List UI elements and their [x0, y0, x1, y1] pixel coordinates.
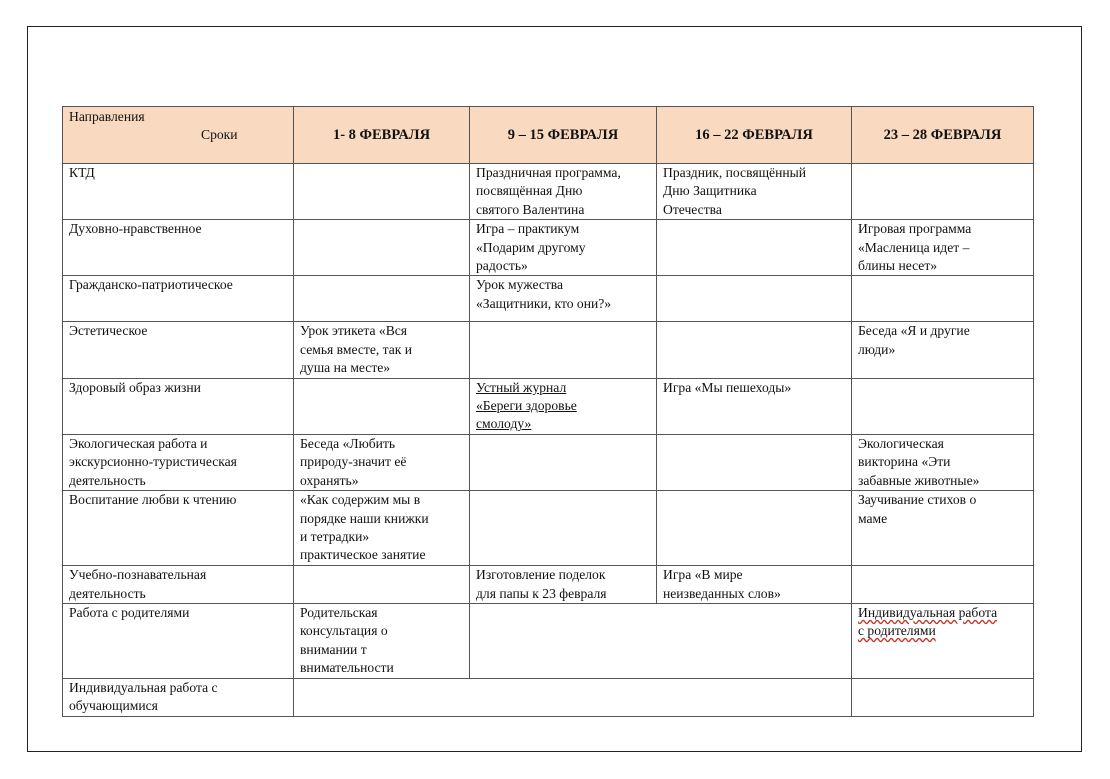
direction-label: Воспитание любви к чтению	[69, 492, 237, 508]
activity-text: Игра «В мире неизведанных слов»	[663, 567, 781, 601]
activity-cell	[657, 322, 852, 378]
table-row	[63, 566, 1034, 604]
activity-cell	[852, 678, 1034, 716]
direction-cell	[63, 566, 294, 604]
activity-cell-merged	[294, 678, 852, 716]
activity-cell	[852, 434, 1034, 490]
activity-cell	[852, 603, 1034, 678]
direction-label: Учебно-познавательная деятельность	[69, 567, 207, 601]
activity-cell	[852, 491, 1034, 566]
activity-text: Родительская консультация о внимании т внимательности	[300, 604, 394, 676]
plan-table	[62, 106, 1034, 717]
activity-cell	[852, 220, 1034, 276]
activity-cell	[470, 378, 657, 434]
activity-text: Игровая программа «Масленица идет – блины несет»	[858, 221, 972, 274]
activity-text: Устный журнал «Береги здоровье смолоду»	[476, 379, 577, 432]
table-row	[63, 678, 1034, 716]
table-row	[63, 603, 1034, 678]
activity-text: Беседа «Любить природу-значит её охранять»	[300, 435, 407, 488]
direction-cell	[63, 220, 294, 276]
activity-cell	[294, 220, 470, 276]
direction-label: Духовно-нравственное	[69, 221, 202, 237]
direction-label: Экологическая работа и экскурсионно-туристическая деятельность	[69, 435, 237, 488]
activity-text: Игра «Мы пешеходы»	[663, 379, 792, 395]
activity-cell	[470, 434, 657, 490]
activity-cell	[294, 566, 470, 604]
direction-cell	[63, 434, 294, 490]
activity-cell	[657, 164, 852, 220]
direction-cell	[63, 678, 294, 716]
corner-dates-label: Сроки	[201, 127, 238, 142]
table-row	[63, 378, 1034, 434]
activity-text: Экологическая викторина «Эти забавные животные»	[858, 435, 980, 488]
activity-text: Беседа «Я и другие люди»	[858, 323, 970, 357]
week-header: 23 – 28 ФЕВРАЛЯ	[852, 107, 1034, 164]
activity-cell	[294, 276, 470, 322]
direction-cell	[63, 603, 294, 678]
activity-cell-merged	[470, 603, 852, 678]
activity-cell	[294, 434, 470, 490]
activity-cell	[852, 276, 1034, 322]
activity-cell	[852, 566, 1034, 604]
header-row	[63, 107, 1034, 164]
week-header: 9 – 15 ФЕВРАЛЯ	[470, 107, 657, 164]
activity-cell	[657, 276, 852, 322]
activity-cell	[294, 603, 470, 678]
header-corner-cell	[63, 107, 294, 164]
direction-cell	[63, 322, 294, 378]
activity-cell	[470, 491, 657, 566]
activity-text: Изготовление поделок для папы к 23 февраля	[476, 567, 607, 601]
table-row	[63, 276, 1034, 322]
direction-label: Эстетическое	[69, 323, 148, 339]
activity-text: Праздник, посвящённый Дню Защитника Отечества	[663, 165, 807, 217]
activity-cell	[294, 322, 470, 378]
activity-text: Заучивание стихов о маме	[858, 492, 977, 526]
activity-cell	[470, 276, 657, 322]
direction-label: КТД	[69, 165, 95, 180]
activity-text: Праздничная программа, посвящённая Дню святого Валентина	[476, 165, 621, 217]
table-row	[63, 491, 1034, 566]
activity-text: Урок мужества «Защитники, кто они?»	[476, 277, 612, 311]
activity-cell	[852, 322, 1034, 378]
activity-cell	[470, 164, 657, 220]
table-row	[63, 434, 1034, 490]
corner-directions-label: Направления	[69, 109, 145, 124]
direction-cell	[63, 276, 294, 322]
direction-label: Гражданско-патриотическое	[69, 277, 233, 293]
activity-cell	[470, 220, 657, 276]
table-row	[63, 220, 1034, 276]
activity-cell	[294, 378, 470, 434]
week-header: 16 – 22 ФЕВРАЛЯ	[657, 107, 852, 164]
direction-label: Работа с родителями	[69, 604, 190, 620]
activity-cell	[470, 322, 657, 378]
week-header: 1- 8 ФЕВРАЛЯ	[294, 107, 470, 164]
activity-cell	[657, 378, 852, 434]
activity-text: Индивидуальная работа с родителями	[858, 604, 998, 639]
activity-cell	[852, 164, 1034, 220]
activity-cell	[470, 566, 657, 604]
activity-cell	[294, 491, 470, 566]
activity-text: Урок этикета «Вся семья вместе, так и душа на месте»	[300, 323, 413, 376]
direction-label: Здоровый образ жизни	[69, 379, 201, 395]
activity-cell	[657, 491, 852, 566]
activity-cell	[657, 220, 852, 276]
table-row	[63, 164, 1034, 220]
direction-cell	[63, 491, 294, 566]
activity-text: Игра – практикум «Подарим другому радость»	[476, 221, 586, 274]
direction-cell	[63, 378, 294, 434]
activity-cell	[852, 378, 1034, 434]
activity-cell	[657, 566, 852, 604]
direction-label: Индивидуальная работа с обучающимися	[69, 679, 218, 714]
table-row	[63, 322, 1034, 378]
activity-cell	[657, 434, 852, 490]
activity-cell	[294, 164, 470, 220]
activity-text: «Как содержим мы в порядке наши книжки и тетрадки» практическое занятие	[300, 492, 429, 563]
direction-cell	[63, 164, 294, 220]
